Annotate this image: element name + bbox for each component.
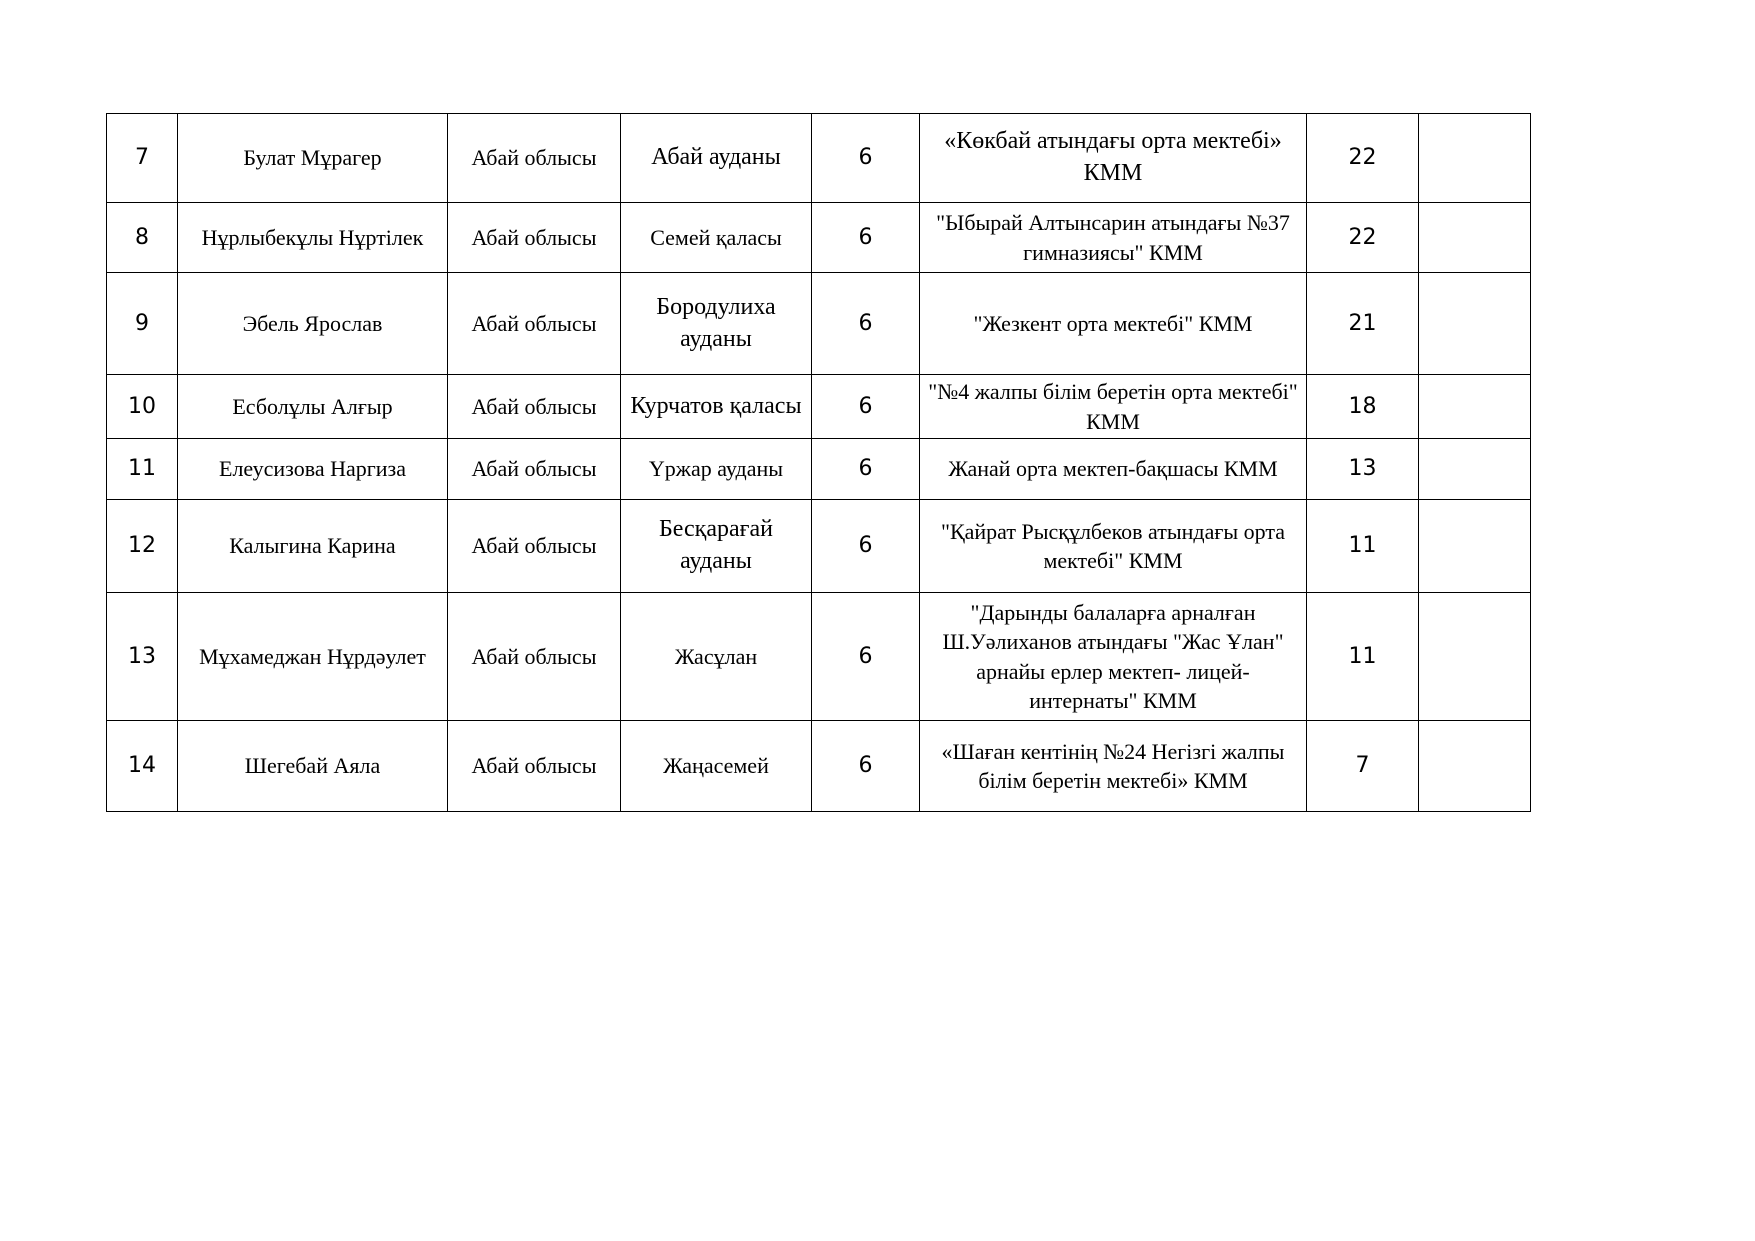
table-row xyxy=(107,114,1531,203)
school-cell: «Көкбай атындағы орта мектебі» КММ xyxy=(920,114,1307,203)
row-number: 11 xyxy=(107,439,178,500)
region-cell: Абай облысы xyxy=(448,375,621,439)
participant-name: Нұрлыбекұлы Нұртілек xyxy=(178,203,448,273)
district-cell: Абай ауданы xyxy=(621,114,812,203)
note-cell xyxy=(1419,114,1531,203)
row-number: 10 xyxy=(107,375,178,439)
district-cell: Бесқарағай ауданы xyxy=(621,500,812,593)
score-cell: 13 xyxy=(1307,439,1419,500)
district-cell: Бородулиха ауданы xyxy=(621,273,812,375)
region-cell: Абай облысы xyxy=(448,273,621,375)
region-cell: Абай облысы xyxy=(448,203,621,273)
table-row xyxy=(107,375,1531,439)
school-cell: Жанай орта мектеп-бақшасы КММ xyxy=(920,439,1307,500)
region-cell: Абай облысы xyxy=(448,114,621,203)
row-number: 7 xyxy=(107,114,178,203)
school-cell: «Шаған кентінің №24 Негізгі жалпы білім беретін мектебі» КММ xyxy=(920,721,1307,812)
note-cell xyxy=(1419,593,1531,721)
table-row xyxy=(107,273,1531,375)
grade-cell: 6 xyxy=(812,721,920,812)
district-cell: Жасұлан xyxy=(621,593,812,721)
table-row xyxy=(107,439,1531,500)
score-cell: 21 xyxy=(1307,273,1419,375)
results-table xyxy=(106,113,1531,812)
note-cell xyxy=(1419,721,1531,812)
school-cell: "Дарынды балаларға арналған Ш.Уәлиханов атындағы "Жас Ұлан" арнайы ерлер мектеп- лицей-интернаты" КММ xyxy=(920,593,1307,721)
grade-cell: 6 xyxy=(812,114,920,203)
row-number: 14 xyxy=(107,721,178,812)
district-cell: Үржар ауданы xyxy=(621,439,812,500)
participant-name: Мұхамеджан Нұрдәулет xyxy=(178,593,448,721)
note-cell xyxy=(1419,203,1531,273)
score-cell: 11 xyxy=(1307,500,1419,593)
grade-cell: 6 xyxy=(812,500,920,593)
row-number: 8 xyxy=(107,203,178,273)
row-number: 13 xyxy=(107,593,178,721)
note-cell xyxy=(1419,273,1531,375)
score-cell: 22 xyxy=(1307,114,1419,203)
participant-name: Булат Мұрагер xyxy=(178,114,448,203)
row-number: 9 xyxy=(107,273,178,375)
grade-cell: 6 xyxy=(812,593,920,721)
note-cell xyxy=(1419,375,1531,439)
region-cell: Абай облысы xyxy=(448,500,621,593)
region-cell: Абай облысы xyxy=(448,721,621,812)
note-cell xyxy=(1419,439,1531,500)
participant-name: Елеусизова Наргиза xyxy=(178,439,448,500)
table-row xyxy=(107,500,1531,593)
school-cell: "Қайрат Рысқұлбеков атындағы орта мектебі" КММ xyxy=(920,500,1307,593)
table-row xyxy=(107,203,1531,273)
district-cell: Курчатов қаласы xyxy=(621,375,812,439)
note-cell xyxy=(1419,500,1531,593)
region-cell: Абай облысы xyxy=(448,593,621,721)
region-cell: Абай облысы xyxy=(448,439,621,500)
grade-cell: 6 xyxy=(812,273,920,375)
participant-name: Шегебай Аяла xyxy=(178,721,448,812)
score-cell: 22 xyxy=(1307,203,1419,273)
participant-name: Эбель Ярослав xyxy=(178,273,448,375)
grade-cell: 6 xyxy=(812,375,920,439)
district-cell: Семей қаласы xyxy=(621,203,812,273)
school-cell: "Ыбырай Алтынсарин атындағы №37 гимназиясы" КММ xyxy=(920,203,1307,273)
row-number: 12 xyxy=(107,500,178,593)
table-row xyxy=(107,721,1531,812)
score-cell: 11 xyxy=(1307,593,1419,721)
school-cell: "№4 жалпы білім беретін орта мектебі" КММ xyxy=(920,375,1307,439)
grade-cell: 6 xyxy=(812,439,920,500)
participant-name: Калыгина Карина xyxy=(178,500,448,593)
table-row xyxy=(107,593,1531,721)
district-cell: Жаңасемей xyxy=(621,721,812,812)
score-cell: 7 xyxy=(1307,721,1419,812)
score-cell: 18 xyxy=(1307,375,1419,439)
grade-cell: 6 xyxy=(812,203,920,273)
school-cell: "Жезкент орта мектебі" КММ xyxy=(920,273,1307,375)
participant-name: Есболұлы Алғыр xyxy=(178,375,448,439)
